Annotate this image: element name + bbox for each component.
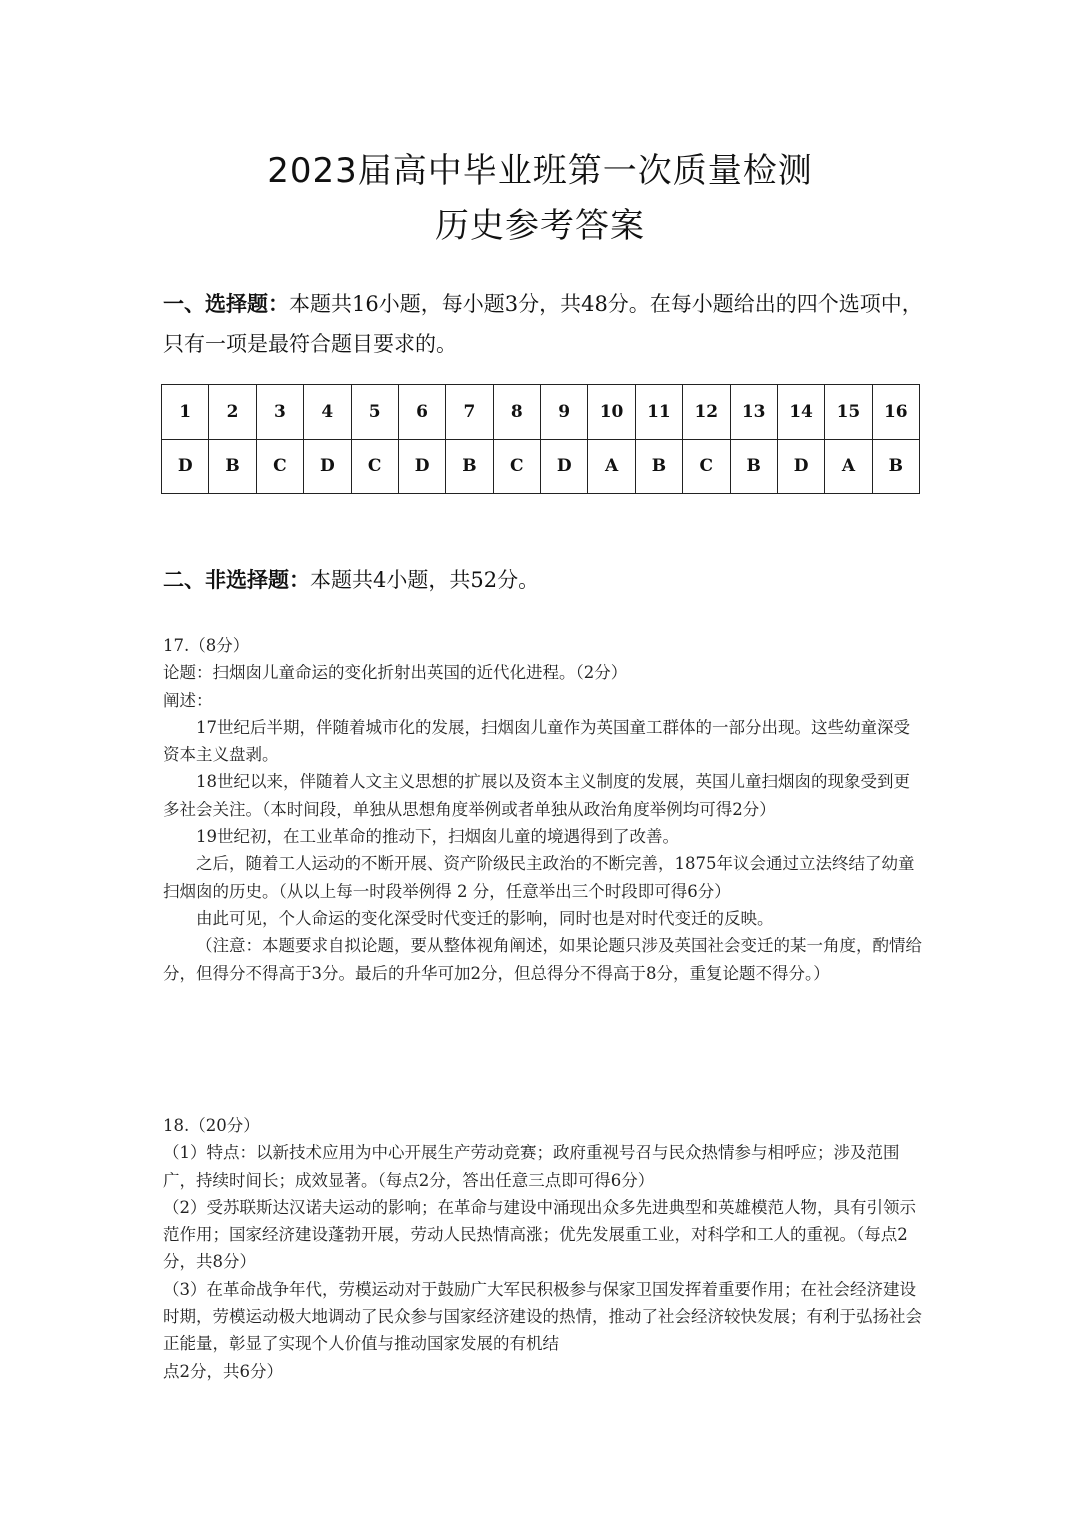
- q17-paragraph: 之后，随着工人运动的不断开展、资产阶级民主政治的不断完善，1875年议会通过立法终结了幼童扫烟囱的历史。（从以上每一时段举例得 2 分，任意举出三个时段即可得6分）: [163, 854, 915, 901]
- question-number-cell: 8: [493, 385, 540, 440]
- question-number-cell: 2: [209, 385, 256, 440]
- answer-cell: B: [730, 439, 777, 494]
- answer-cell: B: [209, 439, 256, 494]
- q17-paragraph: 由此可见，个人命运的变化深受时代变迁的影响，同时也是对时代变迁的反映。: [196, 908, 774, 928]
- answer-cell: D: [541, 439, 588, 494]
- question-number-cell: 9: [541, 385, 588, 440]
- question-number-cell: 6: [398, 385, 445, 440]
- answer-cell: D: [162, 439, 209, 494]
- question-number-cell: 12: [683, 385, 730, 440]
- answer-table: [161, 384, 920, 494]
- answer-cell: C: [256, 439, 303, 494]
- q18-part-2: （2）受苏联斯达汉诺夫运动的影响；在革命与建设中涌现出众多先进典型和英雄模范人物，具有引领示范作用；国家经济建设蓬勃开展，劳动人民热情高涨；优先发展重工业，对科学和工人的重视。（每点2分，共8分）: [163, 1197, 916, 1272]
- q17-heading: 17.（8分）: [163, 636, 250, 655]
- question-18-answer: [163, 1112, 923, 1385]
- section-2-intro: [163, 560, 923, 600]
- section-2-label: 二、非选择题：: [163, 567, 310, 592]
- answer-cell: B: [635, 439, 682, 494]
- question-number-cell: 15: [825, 385, 872, 440]
- section-2-text: 本题共4小题，共52分。: [310, 568, 540, 592]
- answer-cell: A: [588, 439, 635, 494]
- answer-cell: D: [398, 439, 445, 494]
- question-number-cell: 3: [256, 385, 303, 440]
- question-number-cell: 5: [351, 385, 398, 440]
- answer-table-number-row: [162, 385, 920, 440]
- answer-cell: D: [304, 439, 351, 494]
- q18-part-3-tail: 点2分，共6分）: [163, 1361, 283, 1381]
- q17-thesis: 论题：扫烟囱儿童命运的变化折射出英国的近代化进程。（2分）: [163, 663, 628, 683]
- question-number-cell: 7: [446, 385, 493, 440]
- q18-part-3: （3）在革命战争年代，劳模运动对于鼓励广大军民积极参与保家卫国发挥着重要作用；在社会经济建设时期，劳模运动极大地调动了民众参与国家经济建设的热情，推动了社会经济较快发展；有利于弘扬社会正能量，彰显了实现个人价值与推动国家发展的有机结: [163, 1279, 922, 1354]
- q18-part-1: （1）特点：以新技术应用为中心开展生产劳动竞赛；政府重视号召与民众热情参与相呼应；涉及范围广，持续时间长；成效显著。（每点2分，答出任意三点即可得6分）: [163, 1143, 900, 1190]
- q17-paragraph: 18世纪以来，伴随着人文主义思想的扩展以及资本主义制度的发展，英国儿童扫烟囱的现象受到更多社会关注。（本时间段，单独从思想角度举例或者单独从政治角度举例均可得2分）: [163, 772, 910, 819]
- answer-cell: D: [777, 439, 824, 494]
- section-1-intro: [163, 284, 923, 364]
- question-number-cell: 11: [635, 385, 682, 440]
- question-number-cell: 10: [588, 385, 635, 440]
- q17-note: （注意：本题要求自拟论题，要从整体视角阐述，如果论题只涉及英国社会变迁的某一角度，酌情给分，但得分不得高于3分。最后的升华可加2分，但总得分不得高于8分，重复论题不得分。）: [163, 936, 922, 983]
- answer-cell: B: [872, 439, 919, 494]
- answer-table-answer-row: [162, 439, 920, 494]
- question-number-cell: 13: [730, 385, 777, 440]
- answer-cell: A: [825, 439, 872, 494]
- question-number-cell: 14: [777, 385, 824, 440]
- q17-paragraph: 17世纪后半期，伴随着城市化的发展，扫烟囱儿童作为英国童工群体的一部分出现。这些幼童深受资本主义盘剥。: [163, 717, 910, 765]
- answer-cell: B: [446, 439, 493, 494]
- question-number-cell: 4: [304, 385, 351, 440]
- q17-elaborate-label: 阐述：: [163, 690, 213, 710]
- answer-cell: C: [683, 439, 730, 494]
- q17-paragraph: 19世纪初，在工业革命的推动下，扫烟囱儿童的境遇得到了改善。: [196, 827, 679, 847]
- answer-cell: C: [493, 439, 540, 494]
- section-1-text: 本题共16小题，每小题3分，共48分。在每小题给出的四个选项中，只有一项是最符合题目要求的。: [163, 292, 923, 356]
- question-number-cell: 1: [162, 385, 209, 440]
- section-1-label: 一、选择题：: [163, 291, 289, 316]
- exam-title: 2023届高中毕业班第一次质量检测: [267, 151, 813, 191]
- q18-heading: 18.（20分）: [163, 1116, 260, 1135]
- exam-subtitle: 历史参考答案: [435, 206, 645, 246]
- question-17-answer: [163, 632, 923, 987]
- answer-cell: C: [351, 439, 398, 494]
- question-number-cell: 16: [872, 385, 919, 440]
